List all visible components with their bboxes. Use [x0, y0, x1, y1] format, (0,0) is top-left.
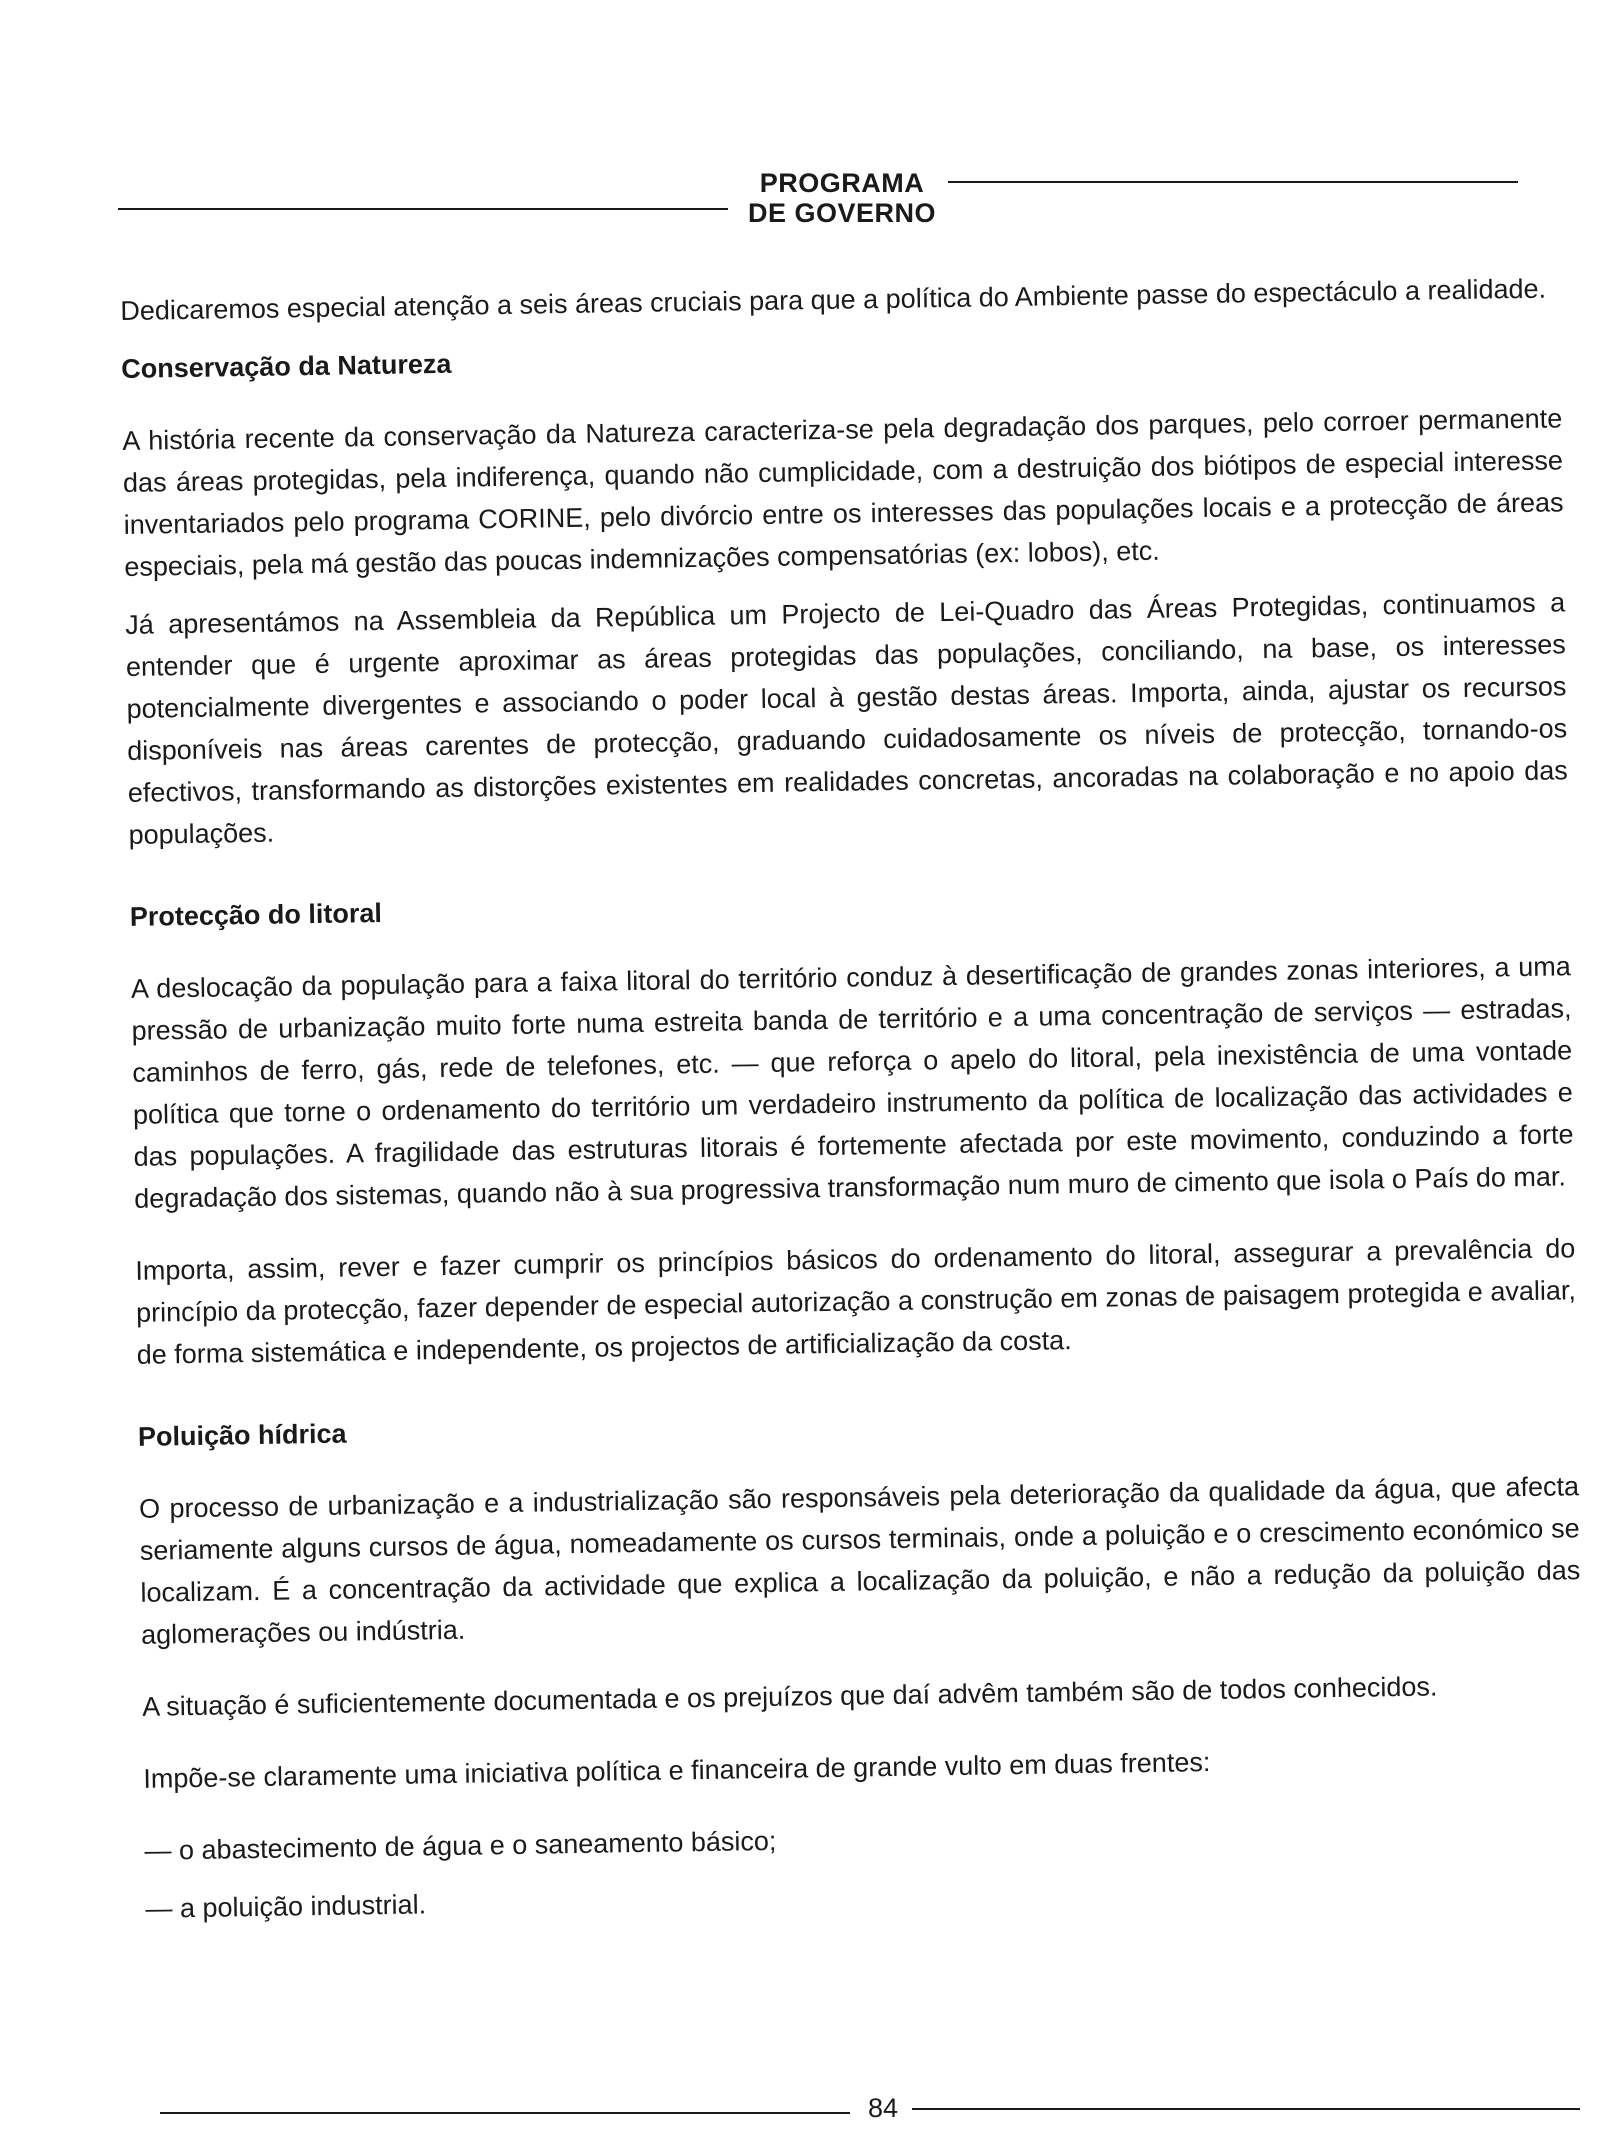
section-paragraph: A deslocação da população para a faixa litoral do território conduz à desertificação de grandes zonas interiores, a uma pressão de urbanização muito forte numa estreita banda de território e a uma concentração de serviços — estradas, caminhos de ferro, gás, rede de telefones, etc. — que reforça o apelo do litoral, pela inexistência de uma vontade política que torne o ordenamento do território um verdadeiro instrumento da política de localização das actividades e das populações. A fragilidade das estruturas litorais é fortemente afectada por este movimento, conduzindo a forte degradação dos sistemas, quando não à sua progressiva transformação num muro de cimento que isola o País do mar.	[130, 951, 1574, 1214]
section-paragraph: A situação é suficientemente documentada e os prejuízos que daí advêm também são de todos conhecidos.	[142, 1671, 1438, 1722]
page-header	[118, 168, 1518, 238]
section-heading-litoral: Protecção do litoral	[129, 897, 383, 932]
list-item: — o abastecimento de água e o saneamento básico;	[144, 1825, 777, 1866]
header-rule-right	[948, 181, 1518, 183]
footer-rule-left	[160, 2112, 850, 2114]
section-paragraph: Impõe-se claramente uma iniciativa política e financeira de grande vulto em duas frentes:	[143, 1747, 1211, 1794]
page-number: 84	[867, 2093, 899, 2123]
footer-rule-right	[912, 2108, 1580, 2110]
page-footer	[160, 2090, 1580, 2130]
header-rule-left	[118, 208, 728, 210]
header-title	[732, 168, 952, 228]
section-paragraph: Já apresentámos na Assembleia da República um Projecto de Lei-Quadro das Áreas Protegidas, continuamos a entender que é urgente aproximar as áreas protegidas das populações, conciliando, na base, os interesses potencialmente divergentes e associando o poder local à gestão destas áreas. Importa, ainda, ajustar os recursos disponíveis nas áreas carentes de protecção, graduando cuidadosamente os níveis de protecção, tornando-os efectivos, transformando as distorções existentes em realidades concretas, ancoradas na colaboração e no apoio das populações.	[125, 587, 1568, 850]
document-body	[120, 267, 1586, 1929]
intro-paragraph: Dedicaremos especial atenção a seis áreas cruciais para que a política do Ambiente passe do espectáculo a realidade.	[120, 273, 1547, 326]
section-paragraph: O processo de urbanização e a industrialização são responsáveis pela deterioração da qualidade da água, que afecta seriamente alguns cursos de água, nomeadamente os cursos terminais, onde a poluição e o crescimento económico se localizam. É a concentração da actividade que explica a localização da poluição, e não a redução da poluição das aglomerações ou indústria.	[138, 1471, 1581, 1650]
header-title-line1: PROGRAMA	[759, 168, 925, 198]
section-heading-conservacao: Conservação da Natureza	[121, 348, 452, 384]
header-title-line2: DE GOVERNO	[747, 198, 937, 228]
section-heading-poluicao: Poluição hídrica	[137, 1418, 347, 1452]
section-paragraph: Importa, assim, rever e fazer cumprir os princípios básicos do ordenamento do litoral, assegurar a prevalência do princípio da protecção, fazer depender de especial autorização a construção em zonas de paisagem protegida e avaliar, de forma sistemática e independente, os projectos de artificialização da costa.	[135, 1233, 1577, 1370]
list-item: — a poluição industrial.	[145, 1889, 427, 1924]
section-paragraph: A história recente da conservação da Natureza caracteriza-se pela degradação dos parques, pelo corroer permanente das áreas protegidas, pela indiferença, quando não cumplicidade, com a destruição dos biótipos de especial interesse inventariados pelo programa CORINE, pelo divórcio entre os interesses das populações locais e a protecção de áreas especiais, pela má gestão das poucas indemnizações compensatórias (ex: lobos), etc.	[122, 403, 1564, 582]
